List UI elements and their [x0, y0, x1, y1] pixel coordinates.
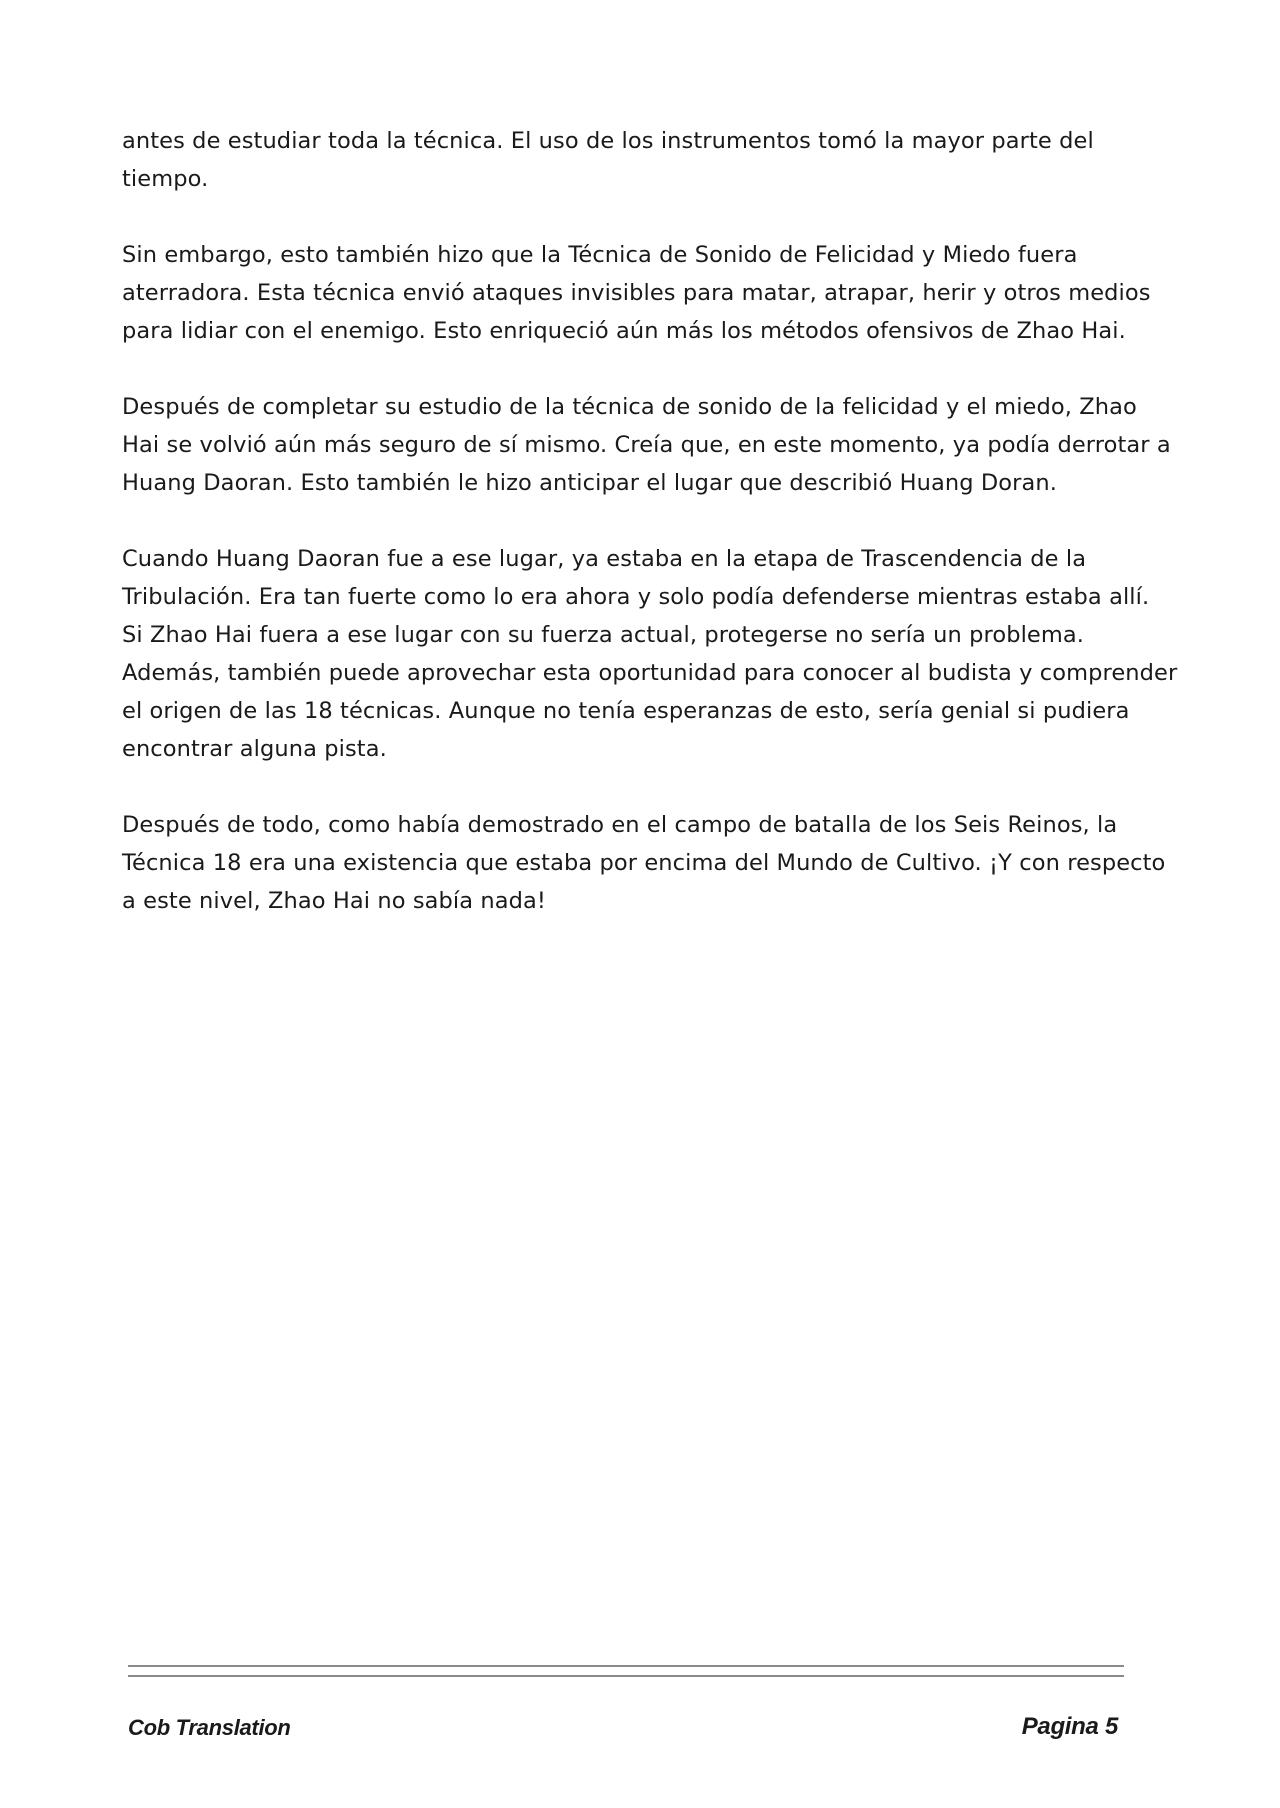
paragraph-4	[122, 540, 1178, 768]
text-line: Técnica 18 era una existencia que estaba por encima del Mundo de Cultivo. ¡Y con respecto	[122, 850, 1166, 876]
footer-page-number: Pagina 5	[1021, 1713, 1118, 1740]
text-line: encontrar alguna pista.	[122, 736, 387, 762]
text-line: antes de estudiar toda la técnica. El uso de los instrumentos tomó la mayor parte del	[122, 128, 1094, 154]
text-line: aterradora. Esta técnica envió ataques invisibles para matar, atrapar, herir y otros medios	[122, 280, 1151, 306]
text-line: Cuando Huang Daoran fue a ese lugar, ya estaba en la etapa de Trascendencia de la	[122, 546, 1087, 572]
paragraph-5	[122, 806, 1166, 920]
body-text	[122, 122, 1178, 958]
text-line: Después de completar su estudio de la técnica de sonido de la felicidad y el miedo, Zhao	[122, 394, 1137, 420]
footer-translator-credit: Cob Translation	[128, 1715, 291, 1740]
paragraph-3	[122, 388, 1171, 502]
text-line: Huang Daoran. Esto también le hizo anticipar el lugar que describió Huang Doran.	[122, 470, 1057, 496]
text-line: Después de todo, como había demostrado en el campo de batalla de los Seis Reinos, la	[122, 812, 1118, 838]
footer-rule-top	[128, 1665, 1124, 1667]
text-line: Hai se volvió aún más seguro de sí mismo. Creía que, en este momento, ya podía derrotar a	[122, 432, 1171, 458]
footer-rule-bottom	[128, 1675, 1124, 1677]
text-line: Tribulación. Era tan fuerte como lo era ahora y solo podía defenderse mientras estaba allí.	[122, 584, 1150, 610]
paragraph-2	[122, 236, 1151, 350]
text-line: Además, también puede aprovechar esta oportunidad para conocer al budista y comprender	[122, 660, 1178, 686]
text-line: el origen de las 18 técnicas. Aunque no tenía esperanzas de esto, sería genial si pudiera	[122, 698, 1130, 724]
text-line: Si Zhao Hai fuera a ese lugar con su fuerza actual, protegerse no sería un problema.	[122, 622, 1085, 648]
text-line: tiempo.	[122, 166, 209, 192]
text-line: Sin embargo, esto también hizo que la Técnica de Sonido de Felicidad y Miedo fuera	[122, 242, 1078, 268]
text-line: para lidiar con el enemigo. Esto enriqueció aún más los métodos ofensivos de Zhao Hai.	[122, 318, 1126, 344]
paragraph-1	[122, 122, 1132, 198]
footer-divider	[128, 1665, 1124, 1677]
text-line: a este nivel, Zhao Hai no sabía nada!	[122, 888, 547, 914]
